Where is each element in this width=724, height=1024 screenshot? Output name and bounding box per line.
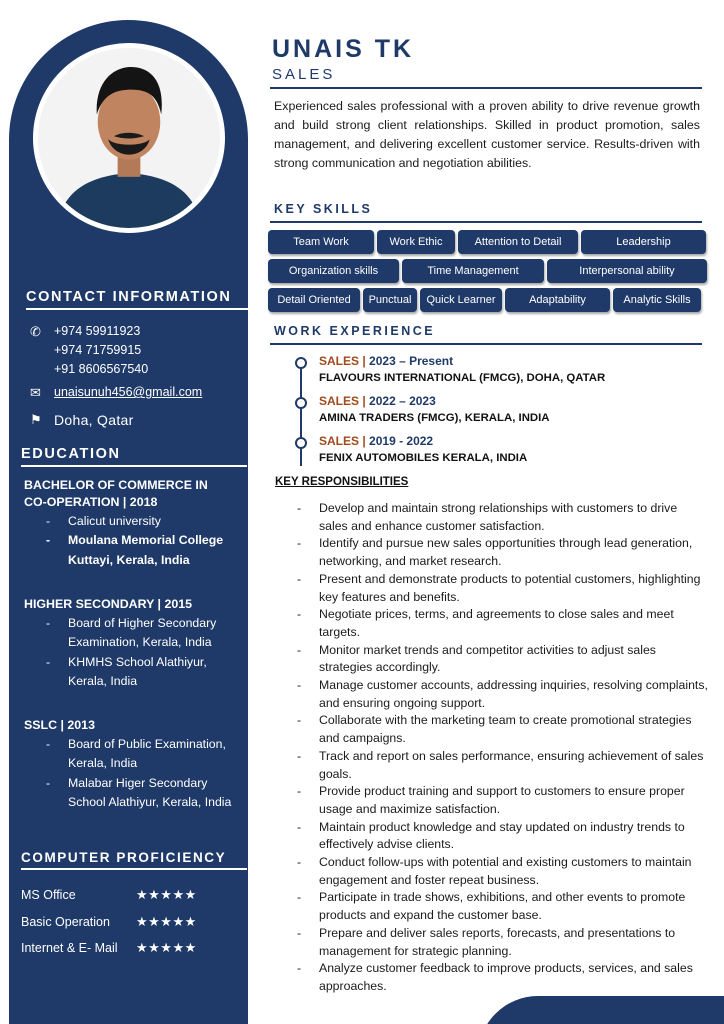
skill-chip: Attention to Detail [458,230,578,254]
skill-chip: Detail Oriented [268,288,360,312]
timeline-line [300,362,302,466]
education-detail: - KHMHS School Alathiyur, Kerala, India [24,653,239,692]
computer-list [21,882,241,962]
computer-label: MS Office [21,888,76,903]
responsibility-item: - Analyze customer feedback to improve products, services, and sales approaches. [296,960,708,995]
profile-photo [33,43,225,233]
skill-chip: Work Ethic [377,230,455,254]
education-detail: - Board of Public Examination, Kerala, India [24,735,239,774]
education-entry [24,717,239,812]
degree-title: HIGHER SECONDARY | 2015 [24,597,193,611]
education-entry [24,596,239,691]
computer-label: Basic Operation [21,914,110,929]
profile-summary: Experienced sales professional with a proven ability to drive revenue growth and build strong client relationships. Skilled in product promotion, sales management, and delivering excellent customer service. Results-driven with strong communication and negotiation abilities. [274,99,700,170]
skill-chip: Quick Learner [420,288,502,312]
divider [270,221,702,223]
skill-chip: Adaptability [505,288,610,312]
education-entry [24,477,239,570]
skill-row [268,288,708,312]
timeline-dot-icon [295,357,307,369]
skill-chip: Interpersonal ability [547,259,707,283]
phone-number: +91 8606567540 [54,362,149,376]
map-icon: ⚑ [30,412,42,427]
computer-heading: COMPUTER PROFICIENCY [21,850,247,870]
responsibility-item: - Develop and maintain strong relationships with customers to drive sales and enhance customer satisfaction. [296,500,708,535]
degree-title: CO-OPERATION | 2018 [24,495,158,509]
location-text: Doha, Qatar [54,412,134,428]
candidate-name: UNAIS TK [272,35,415,63]
responsibility-item: - Negotiate prices, terms, and agreements to close sales and meet targets. [296,606,708,641]
envelope-icon: ✉ [30,385,41,400]
skills-heading: KEY SKILLS [274,202,373,216]
responsibilities-list [296,500,708,996]
job-company: AMINA TRADERS (FMCG), KERALA, INDIA [319,412,550,424]
location-block [30,412,134,428]
skill-chip: Leadership [581,230,706,254]
responsibility-item: - Present and demonstrate products to potential customers, highlighting key features and benefits. [296,571,708,606]
responsibility-item: - Monitor market trends and competitor activities to adjust sales strategies accordingly. [296,642,708,677]
responsibility-item: - Manage customer accounts, addressing inquiries, resolving complaints, and ensuring ongoing support. [296,677,708,712]
job-role: SALES | [319,354,366,368]
divider [270,343,702,345]
email-block [30,385,202,401]
skill-row [268,230,708,254]
skill-chip: Time Management [402,259,544,283]
responsibility-item: - Identify and pursue new sales opportunities through lead generation, networking, and market research. [296,535,708,570]
skill-row [268,259,708,283]
decorative-corner [478,996,724,1024]
responsibility-item: - Track and report on sales performance, ensuring achievement of sales goals. [296,748,708,783]
responsibility-item: - Provide product training and support to customers to ensure proper usage and maximize satisfaction. [296,783,708,818]
phone-icon: ✆ [30,324,41,339]
phone-number: +974 59911923 [54,324,141,338]
responsibility-item: - Participate in trade shows, exhibitions, and other events to promote products and expand the customer base. [296,889,708,924]
job-role: SALES | [319,394,366,408]
skill-chip: Analytic Skills [613,288,701,312]
job-title: SALES [272,66,336,83]
computer-item [21,882,241,909]
timeline-dot-icon [295,437,307,449]
education-detail: - Moulana Memorial College Kuttayi, Kerala, India [24,531,239,570]
phone-block [30,322,148,379]
skills-grid [268,230,708,317]
contact-heading: CONTACT INFORMATION [26,289,248,310]
job-company: FENIX AUTOMOBILES KERALA, INDIA [319,452,528,464]
job-years: 2023 – Present [369,354,454,368]
job-years: 2022 – 2023 [369,394,436,408]
education-detail: - Calicut university [24,512,239,531]
job-company: FLAVOURS INTERNATIONAL (FMCG), DOHA, QATAR [319,372,606,384]
job-role: SALES | [319,434,366,448]
star-rating: ★★★★★ [136,887,197,903]
star-rating: ★★★★★ [136,913,197,929]
email-link[interactable]: unaisunuh456@gmail.com [54,385,203,399]
responsibilities-heading: KEY RESPONSIBILITIES [275,476,409,488]
degree-title: BACHELOR OF COMMERCE IN [24,478,208,492]
divider [270,87,702,89]
responsibility-item: - Collaborate with the marketing team to create promotional strategies and campaigns. [296,712,708,747]
phone-number: +974 71759915 [54,343,142,357]
star-rating: ★★★★★ [136,940,197,956]
responsibility-item: - Maintain product knowledge and stay updated on industry trends to effectively advise clients. [296,819,708,854]
computer-label: Internet & E- Mail [21,941,118,956]
skill-chip: Organization skills [268,259,399,283]
responsibility-item: - Conduct follow-ups with potential and existing customers to maintain engagement and foster repeat business. [296,854,708,889]
skill-chip: Punctual [363,288,417,312]
work-heading: WORK EXPERIENCE [274,324,436,338]
degree-title: SSLC | 2013 [24,718,95,732]
job-years: 2019 - 2022 [369,434,434,448]
portrait-illustration [38,48,220,228]
education-detail: - Malabar Higer Secondary School Alathiyur, Kerala, India [24,774,239,813]
education-detail: - Board of Higher Secondary Examination, Kerala, India [24,614,239,653]
timeline-dot-icon [295,397,307,409]
computer-item [21,909,241,936]
education-heading: EDUCATION [21,446,247,467]
responsibility-item: - Prepare and deliver sales reports, forecasts, and presentations to management for strategic planning. [296,925,708,960]
skill-chip: Team Work [268,230,374,254]
computer-item [21,935,241,962]
